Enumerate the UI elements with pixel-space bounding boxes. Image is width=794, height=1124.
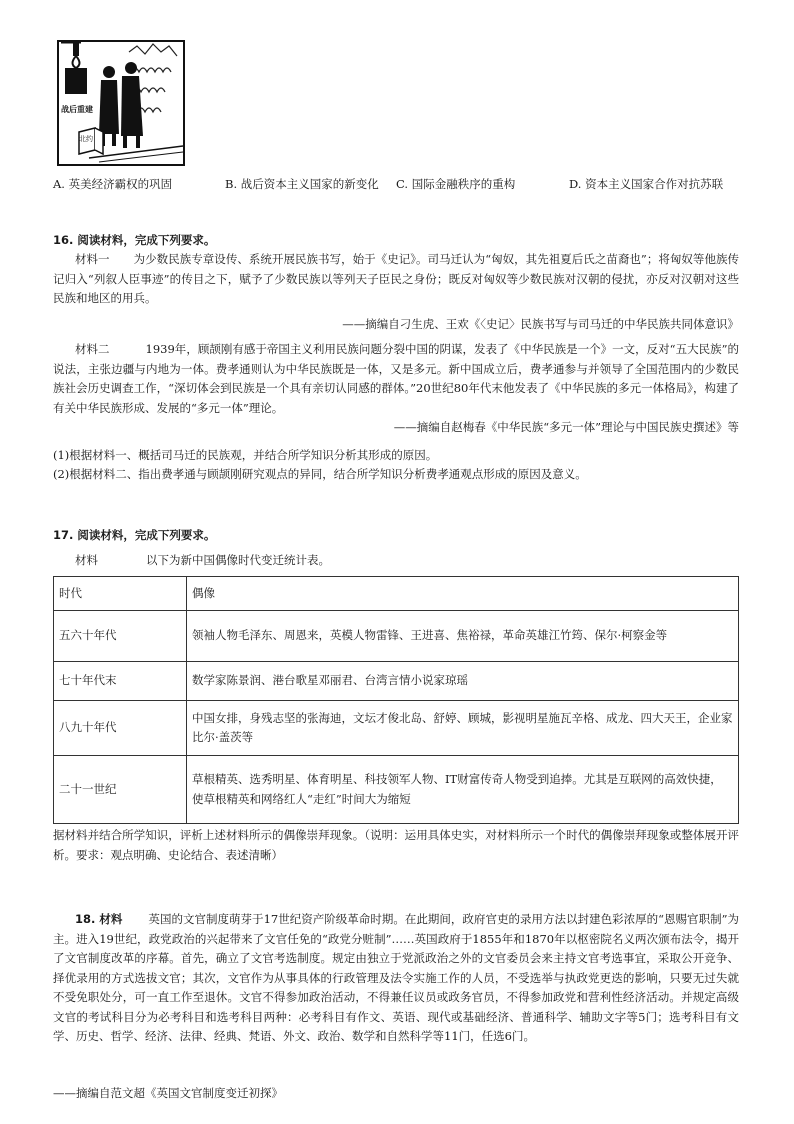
- q16-material-1-source: ——摘编自刁生虎、王欢《〈史记〉民族书写与司马迁的中华民族共同体意识》: [342, 317, 739, 331]
- cartoon-drawing: [59, 42, 183, 164]
- table-header-idol: 偶像: [187, 577, 739, 611]
- question-16-title: 16. 阅读材料，完成下列要求。: [53, 233, 216, 247]
- cartoon-sign-text: 战后重建: [61, 104, 93, 114]
- question-17-title: 17. 阅读材料，完成下列要求。: [53, 528, 216, 542]
- q18-material: [53, 910, 739, 1047]
- table-cell-idols: 领袖人物毛泽东、周恩来，英模人物雷锋、王进喜、焦裕禄，革命英雄江竹筠、保尔·柯察金等: [187, 611, 739, 662]
- table-cell-idols: 数学家陈景润、港台歌星邓丽君、台湾言情小说家琼瑶: [187, 662, 739, 701]
- table-cell-era: 七十年代末: [54, 662, 187, 701]
- table-row: [54, 756, 739, 824]
- q17-material-text: 以下为新中国偶像时代变迁统计表。: [146, 553, 330, 567]
- table-header-row: [54, 577, 739, 611]
- table-cell-idols: 中国女排，身残志坚的张海迪，文坛才俊北岛、舒婷、顾城，影视明星施瓦辛格、成龙、四大天王，企业家比尔·盖茨等: [187, 701, 739, 756]
- table-row: [54, 701, 739, 756]
- q16-material-2-text: 1939年，顾颉刚有感于帝国主义利用民族问题分裂中国的阴谋，发表了《中华民族是一个》一文，反对“五大民族”的说法，主张边疆与内地为一体。费孝通则认为中华民族既是一体，又是多元。新中国成立后，费孝通参与并领导了全国范围内的少数民族社会历史调查工作，“深切体会到民族是一个具有亲切认同感的群体。”20世纪80年代末他发表了《中华民族的多元一体格局》，构建了有关中华民族形成、发展的“多元一体”理论。: [53, 342, 739, 415]
- table-row: [54, 611, 739, 662]
- q18-source: ——摘编自范文超《英国文官制度变迁初探》: [53, 1086, 283, 1100]
- table-cell-era: 八九十年代: [54, 701, 187, 756]
- q18-number: 18. 材料: [75, 912, 123, 926]
- q16-requirement-2: (2)根据材料二、指出费孝通与顾颉刚研究观点的异同，结合所学知识分析费孝通观点形成的原因及意义。: [53, 467, 587, 481]
- option-b: B. 战后资本主义国家的新变化: [225, 177, 379, 191]
- q16-material-1-text: 为少数民族专章设传、系统开展民族书写，始于《史记》。司马迁认为“匈奴，其先祖夏后氏之苗裔也”；将匈奴等他族传记归入“列叙人臣事迹”的传目之下，赋予了少数民族以等列天子臣民之身份；既反对匈奴等少数民族对汉朝的侵扰，亦反对汉朝对这些民族和地区的用兵。: [53, 252, 740, 305]
- q16-material-1-label: 材料一: [75, 252, 110, 266]
- option-c: C. 国际金融秩序的重构: [396, 177, 516, 191]
- table-cell-era: 五六十年代: [54, 611, 187, 662]
- cartoon-illustration: [57, 40, 185, 166]
- table-cell-idols: 草根精英、选秀明星、体育明星、科技领军人物、IT财富传奇人物受到追捧。尤其是互联网的高效快捷，使草根精英和网络红人“走红”时间大为缩短: [187, 756, 739, 824]
- q18-material-text: 英国的文官制度萌芽于17世纪资产阶级革命时期。在此期间，政府官吏的录用方法以封建色彩浓厚的“恩赐官职制”为主。进入19世纪，政党政治的兴起带来了文官任免的“政党分赃制”……英国政府于1855年和1870年以枢密院名义两次颁布法令，揭开了文官制度改革的序幕。首先，确立了文官考选制度。规定由独立于党派政治之外的文官委员会来主持文官考选事宜，采取公开竞争、择优录用的方式选拔文官；其次，文官作为从事具体的行政管理及法令实施工作的人员，不受选举与执政党更迭的影响，只要无过失就不受免职处分，可一直工作至退休。文官不得参加政治活动，不得兼任议员或政务官员，不得参加政党和营利性经济活动。并规定高级文官的考试科目分为必考科目和选考科目两种：必考科目有作文、英语、现代或基础经济、普通科学、辅助文字等5门；选考科目有文学、历史、哲学、经济、法律、经典、梵语、外文、政治、数学和自然科学等11门，任选6门。: [53, 912, 739, 1043]
- idol-table: [53, 576, 739, 824]
- q16-requirement-1: (1)根据材料一、概括司马迁的民族观，并结合所学知识分析其形成的原因。: [53, 448, 438, 462]
- q16-material-2-label: 材料二: [75, 342, 110, 356]
- table-cell-era: 二十一世纪: [54, 756, 187, 824]
- cartoon-box-text: 北约: [79, 135, 93, 143]
- option-a: A. 英美经济霸权的巩固: [53, 177, 173, 191]
- q17-requirement: 据材料并结合所学知识，评析上述材料所示的偶像崇拜现象。（说明：运用具体史实，对材料所示一个时代的偶像崇拜现象或整体展开评析。要求：观点明确、史论结合、表述清晰）: [53, 828, 739, 862]
- table-row: [54, 662, 739, 701]
- option-d: D. 资本主义国家合作对抗苏联: [569, 177, 724, 191]
- q16-material-1: [53, 250, 739, 309]
- q16-material-2-source: ——摘编自赵梅春《中华民族“多元一体”理论与中国民族史撰述》等: [393, 420, 739, 434]
- q16-material-2: [53, 340, 739, 418]
- table-header-era: 时代: [54, 577, 187, 611]
- q17-material-label: 材料: [75, 553, 98, 567]
